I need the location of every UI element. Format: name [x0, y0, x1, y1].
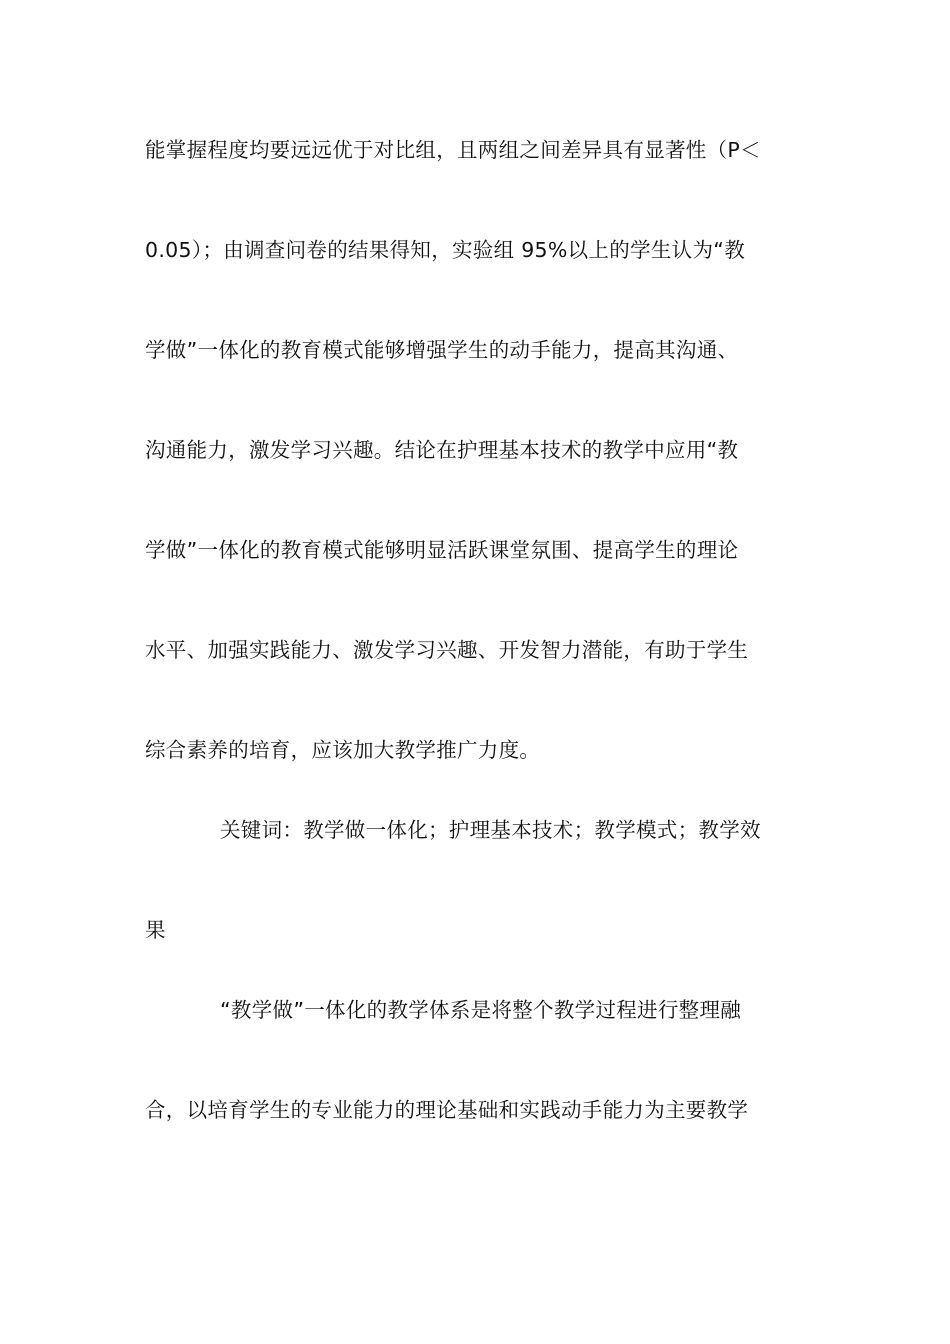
- keywords-line-1: 关键词：教学做一体化；护理基本技术；教学模式；教学效: [220, 818, 761, 842]
- abstract-line-2: 0.05）；由调查问卷的结果得知，实验组 95%以上的学生认为“教: [145, 238, 745, 262]
- body-paragraph-line-1: “教学做”一体化的教学体系是将整个教学过程进行整理融: [220, 998, 742, 1022]
- keywords-line-2: 果: [145, 918, 166, 942]
- body-paragraph-line-2: 合，以培育学生的专业能力的理论基础和实践动手能力为主要教学: [145, 1098, 749, 1122]
- abstract-line-3: 学做”一体化的教育模式能够增强学生的动手能力，提高其沟通、: [145, 338, 739, 362]
- abstract-line-5: 学做”一体化的教育模式能够明显活跃课堂氛围、提高学生的理论: [145, 538, 739, 562]
- abstract-line-6: 水平、加强实践能力、激发学习兴趣、开发智力潜能，有助于学生: [145, 638, 749, 662]
- abstract-line-7: 综合素养的培育，应该加大教学推广力度。: [145, 738, 541, 762]
- abstract-line-1: 能掌握程度均要远远优于对比组，且两组之间差异具有显著性（P＜: [145, 138, 761, 162]
- abstract-line-4: 沟通能力，激发学习兴趣。结论在护理基本技术的教学中应用“教: [145, 438, 739, 462]
